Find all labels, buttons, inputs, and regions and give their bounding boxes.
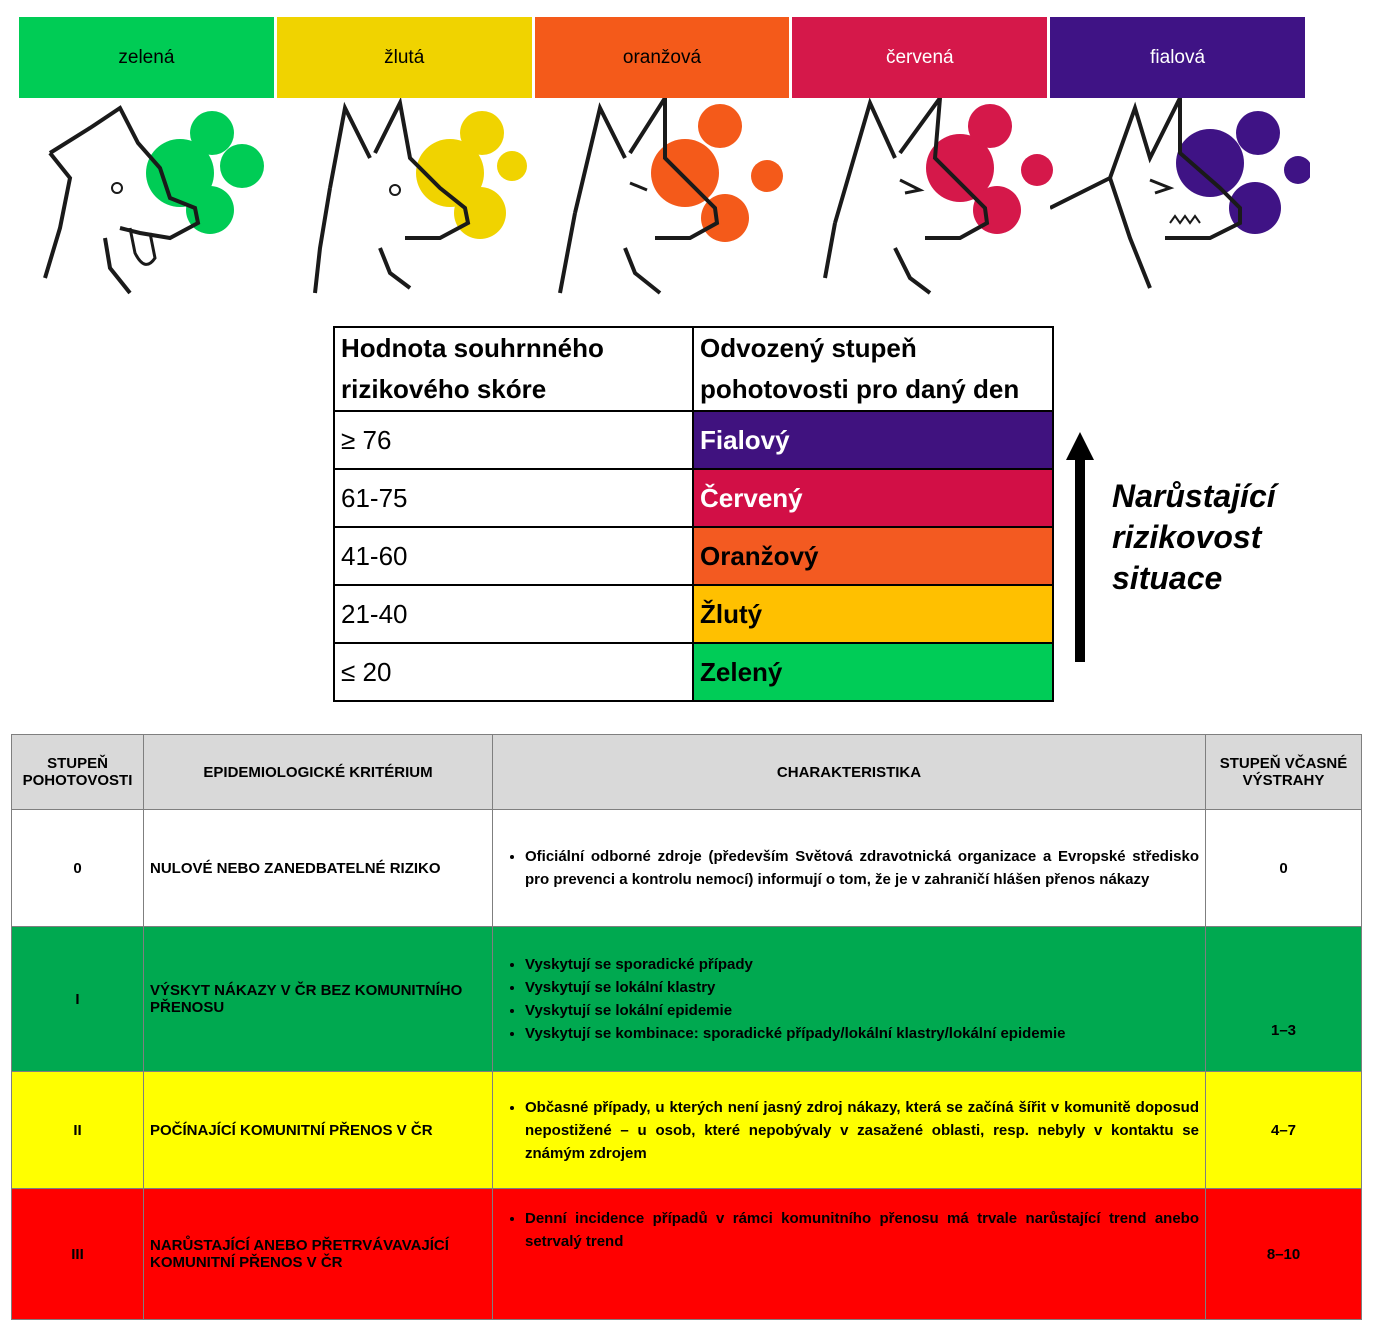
score-row — [334, 469, 1053, 527]
dog-calm-icon — [20, 98, 280, 303]
risk-line: Narůstající — [1112, 478, 1276, 514]
warning-level: 1–3 — [1206, 927, 1362, 1072]
criteria-row — [12, 927, 1362, 1072]
alert-level: III — [12, 1189, 144, 1320]
characteristic-item: • Občasné případy, u kterých není jasný zdroj nákazy, která se začíná šířit v komunitě doposud nepostižené – u osob, které nepobývaly v zasažené oblasti, resp. nebyly v kontaktu se známým zdrojem — [525, 1096, 1199, 1165]
characteristic-item: • Vyskytují se sporadické případy — [525, 953, 1199, 976]
score-row — [334, 527, 1053, 585]
criterion: NARŮSTAJÍCÍ ANEBO PŘETRVÁVAVAJÍCÍ KOMUNITNÍ PŘENOS V ČR — [144, 1189, 493, 1320]
warning-level: 4–7 — [1206, 1072, 1362, 1189]
header-criterion: EPIDEMIOLOGICKÉ KRITÉRIUM — [144, 735, 493, 810]
band-purple — [1050, 17, 1305, 98]
alert-color-bands — [19, 17, 1305, 98]
level-cell: Žlutý — [693, 585, 1053, 643]
band-label: červená — [885, 46, 954, 68]
band-label: zelená — [118, 46, 175, 68]
score-value: ≤ 20 — [334, 643, 693, 701]
characteristic — [493, 1189, 1206, 1320]
characteristic-item: • Vyskytují se lokální klastry — [525, 976, 1199, 999]
score-table-header — [334, 327, 1053, 411]
characteristic-item: • Oficiální odborné zdroje (především Světová zdravotnická organizace a Evropské středisko pro prevenci a kontrolu nemocí) informují o tom, že je v zahraničí hlášen přenos nákazy — [525, 845, 1199, 891]
alert-level: II — [12, 1072, 144, 1189]
criterion: NULOVÉ NEBO ZANEDBATELNÉ RIZIKO — [144, 810, 493, 927]
risk-line: situace — [1112, 560, 1223, 596]
characteristic — [493, 810, 1206, 927]
dog-alert-icon — [290, 98, 550, 303]
level-cell: Oranžový — [693, 527, 1053, 585]
alert-level: I — [12, 927, 144, 1072]
dog-angry-icon — [815, 98, 1075, 303]
header-warning-level: STUPEŇ VČASNÉ VÝSTRAHY — [1206, 735, 1362, 810]
level-cell: Zelený — [693, 643, 1053, 701]
header-characteristic: CHARAKTERISTIKA — [493, 735, 1206, 810]
score-value: 21-40 — [334, 585, 693, 643]
score-row — [334, 411, 1053, 469]
level-cell: Červený — [693, 469, 1053, 527]
dog-illustrations — [0, 98, 1373, 303]
header-level: Odvozený stupeň pohotovosti pro daný den — [693, 327, 1053, 411]
arrow-up-icon — [1066, 432, 1094, 662]
score-value: ≥ 76 — [334, 411, 693, 469]
score-value: 41-60 — [334, 527, 693, 585]
criteria-table — [11, 734, 1362, 1320]
warning-level: 8–10 — [1206, 1189, 1362, 1320]
band-yellow — [277, 17, 532, 98]
risk-line: rizikovost — [1112, 519, 1262, 555]
score-value: 61-75 — [334, 469, 693, 527]
header-alert-level: STUPEŇ POHOTOVOSTI — [12, 735, 144, 810]
level-cell: Fialový — [693, 411, 1053, 469]
criteria-header — [12, 735, 1362, 810]
dog-aggressive-icon — [1050, 98, 1310, 303]
header-score: Hodnota souhrnného rizikového skóre — [334, 327, 693, 411]
characteristic-item: • Vyskytují se kombinace: sporadické případy/lokální klastry/lokální epidemie — [525, 1022, 1199, 1045]
band-orange — [535, 17, 790, 98]
score-row — [334, 585, 1053, 643]
criteria-row — [12, 1072, 1362, 1189]
band-label: žlutá — [384, 46, 425, 68]
rising-risk-label — [1112, 476, 1276, 599]
characteristic — [493, 1072, 1206, 1189]
criteria-row — [12, 810, 1362, 927]
characteristic-item: • Vyskytují se lokální epidemie — [525, 999, 1199, 1022]
dog-tense-icon — [545, 98, 805, 303]
score-row — [334, 643, 1053, 701]
band-label: fialová — [1150, 46, 1206, 68]
band-red — [792, 17, 1047, 98]
criterion: VÝSKYT NÁKAZY V ČR BEZ KOMUNITNÍHO PŘENOSU — [144, 927, 493, 1072]
warning-level: 0 — [1206, 810, 1362, 927]
alert-level: 0 — [12, 810, 144, 927]
criteria-row — [12, 1189, 1362, 1320]
criterion: POČÍNAJÍCÍ KOMUNITNÍ PŘENOS V ČR — [144, 1072, 493, 1189]
characteristic-item: • Denní incidence případů v rámci komunitního přenosu má trvale narůstající trend anebo setrvalý trend — [525, 1207, 1199, 1253]
risk-score-table — [333, 326, 1054, 702]
characteristic — [493, 927, 1206, 1072]
band-green — [19, 17, 274, 98]
band-label: oranžová — [622, 46, 702, 68]
